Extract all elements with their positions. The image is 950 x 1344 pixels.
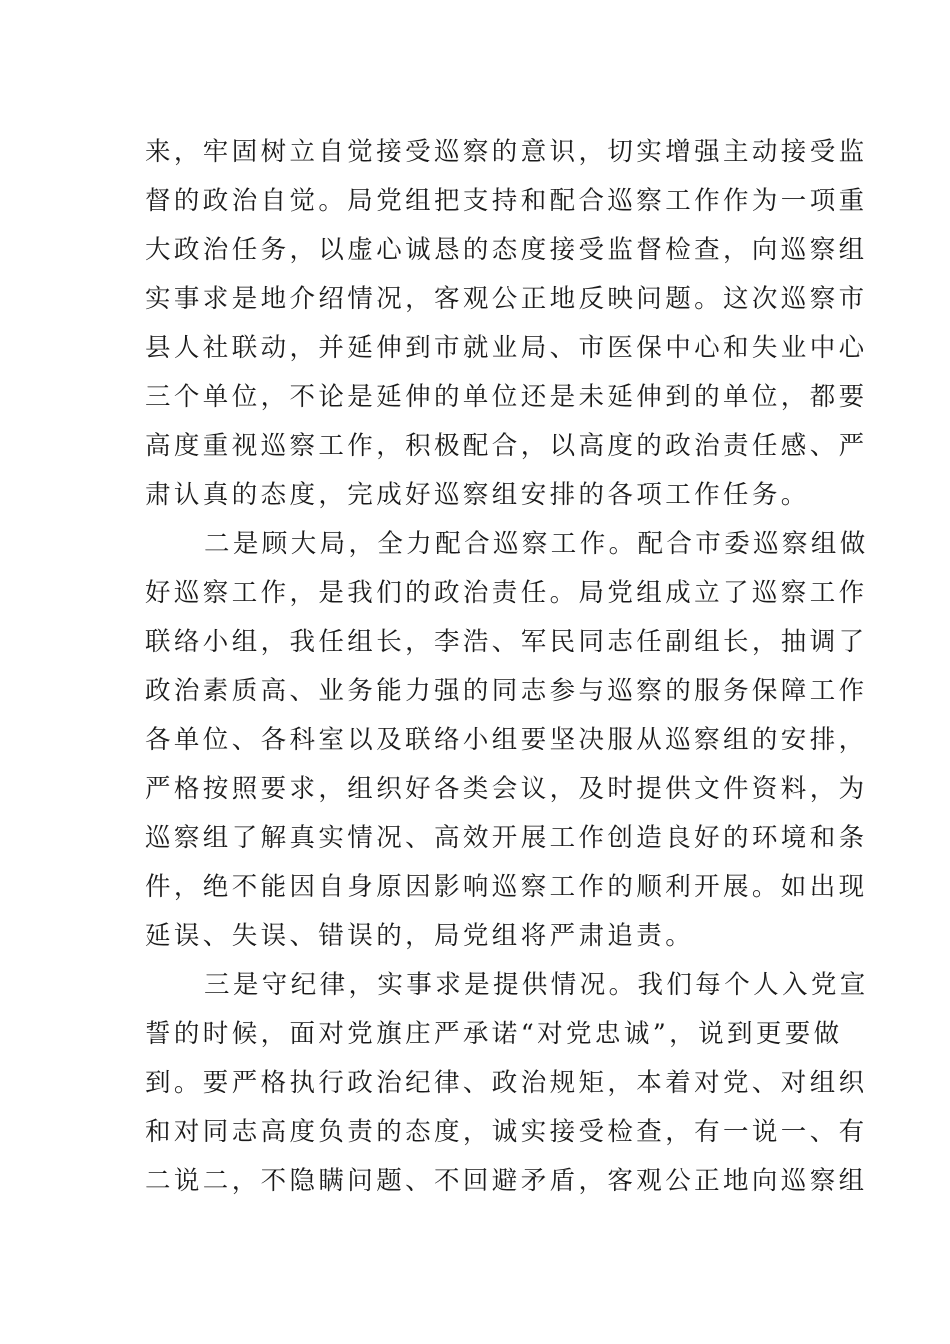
text-line: 三个单位，不论是延伸的单位还是未延伸到的单位，都要 [145, 382, 868, 412]
text-line: 件，绝不能因自身原因影响巡察工作的顺利开展。如出现 [145, 872, 868, 902]
text-line: 到。要严格执行政治纪律、政治规矩，本着对党、对组织 [145, 1068, 868, 1098]
paragraph-start-line: 二是顾大局，全力配合巡察工作。配合市委巡察组做 [204, 529, 869, 559]
text-line: 高度重视巡察工作，积极配合，以高度的政治责任感、严 [145, 431, 868, 461]
text-line: 巡察组了解真实情况、高效开展工作创造良好的环境和条 [145, 823, 868, 853]
text-line: 肃认真的态度，完成好巡察组安排的各项工作任务。 [145, 480, 810, 510]
text-line: 政治素质高、业务能力强的同志参与巡察的服务保障工作 [145, 676, 868, 706]
text-line: 二说二，不隐瞒问题、不回避矛盾，客观公正地向巡察组 [145, 1166, 868, 1196]
text-line: 实事求是地介绍情况，客观公正地反映问题。这次巡察市 [145, 284, 868, 314]
text-line: 各单位、各科室以及联络小组要坚决服从巡察组的安排， [145, 725, 868, 755]
text-line: 大政治任务，以虚心诚恳的态度接受监督检查，向巡察组 [145, 235, 868, 265]
text-line: 联络小组，我任组长，李浩、军民同志任副组长，抽调了 [145, 627, 868, 657]
text-line: 好巡察工作，是我们的政治责任。局党组成立了巡察工作 [145, 578, 868, 608]
text-line: 县人社联动，并延伸到市就业局、市医保中心和失业中心 [145, 333, 868, 363]
body-text [145, 128, 869, 1206]
text-line: 严格按照要求，组织好各类会议，及时提供文件资料，为 [145, 774, 868, 804]
paragraph-start-line: 三是守纪律，实事求是提供情况。我们每个人入党宣 [204, 970, 869, 1000]
text-line: 来，牢固树立自觉接受巡察的意识，切实增强主动接受监 [145, 137, 868, 167]
text-line: 和对同志高度负责的态度，诚实接受检查，有一说一、有 [145, 1117, 868, 1147]
text-line: 延误、失误、错误的，局党组将严肃追责。 [145, 921, 695, 951]
text-line: 誓的时候，面对党旗庄严承诺“对党忠诚”，说到更要做 [145, 1019, 843, 1049]
text-line: 督的政治自觉。局党组把支持和配合巡察工作作为一项重 [145, 186, 868, 216]
